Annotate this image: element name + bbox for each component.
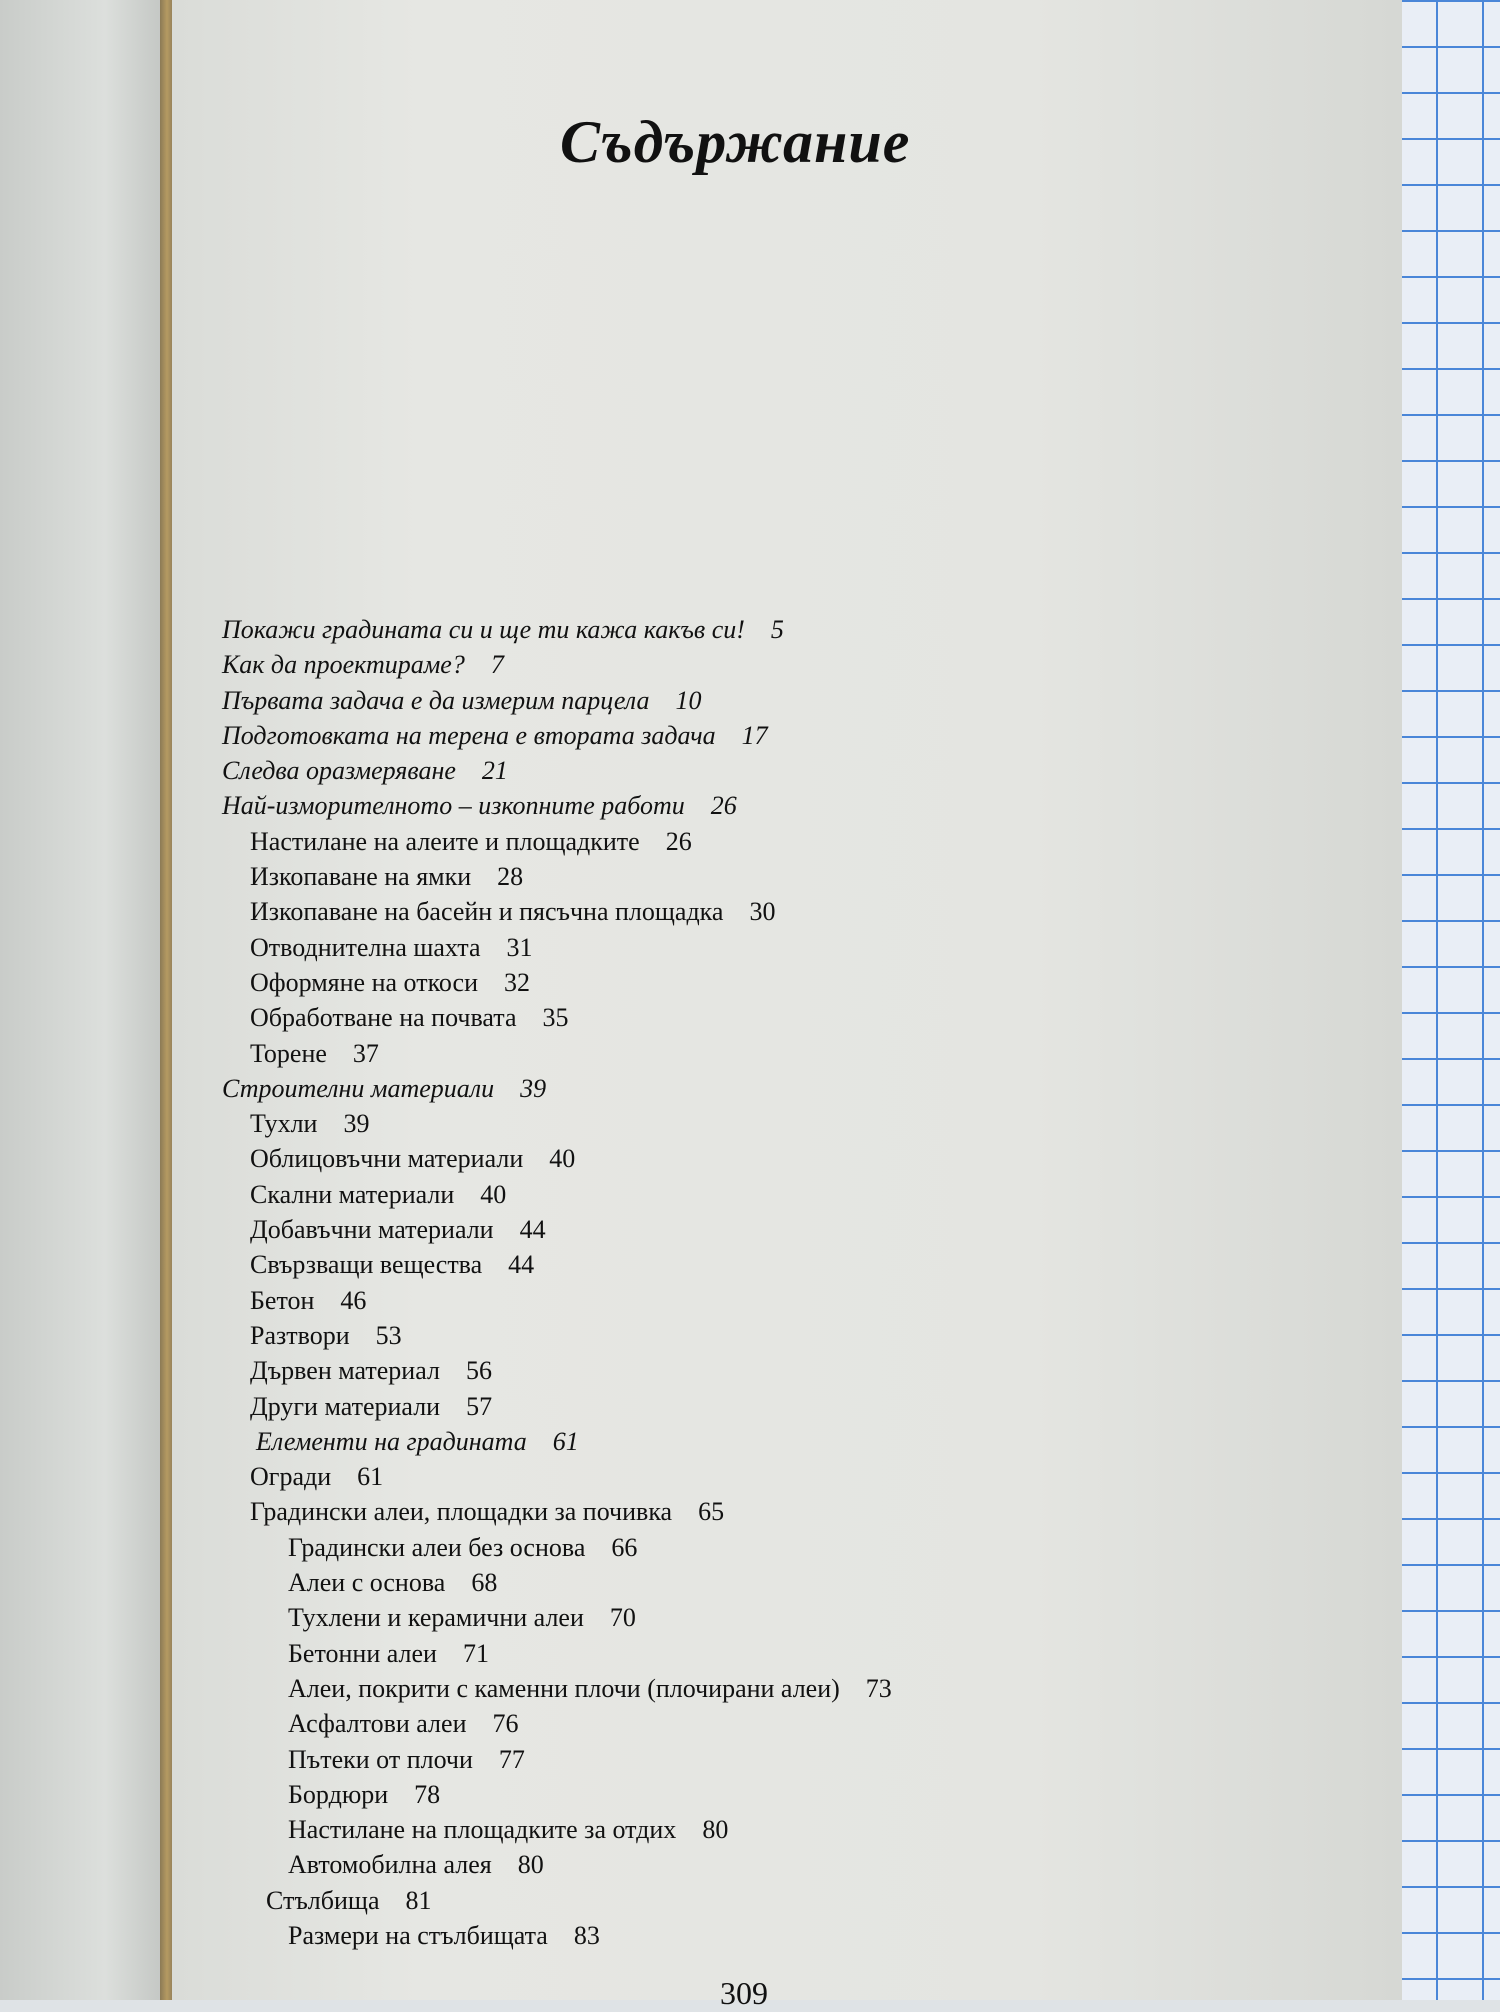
toc-entry-title: Строителни материали <box>222 1073 495 1103</box>
toc-entry-title: Тухлени и керамични алеи <box>288 1603 584 1633</box>
toc-entry <box>222 930 1222 965</box>
toc-entry-page: 32 <box>503 967 530 997</box>
toc-entry-page: 26 <box>710 791 737 821</box>
toc-entry-page: 44 <box>508 1250 535 1280</box>
toc-entry-page: 46 <box>340 1285 367 1315</box>
toc-entry-title: Най-изморителното – изкопните работи <box>222 791 685 821</box>
toc-entry <box>222 1071 1222 1106</box>
toc-entry <box>222 1318 1222 1353</box>
toc-entry-title: Алеи, покрити с каменни плочи (плочирани алеи) <box>288 1673 840 1703</box>
toc-entry-title: Как да проектираме? <box>222 650 465 680</box>
toc-entry-page: 76 <box>492 1709 519 1739</box>
toc-entry <box>222 1247 1222 1282</box>
toc-entry-title: Огради <box>250 1462 332 1492</box>
toc-entry-title: Бордюри <box>288 1779 389 1809</box>
toc-entry-title: Автомобилна алея <box>288 1850 492 1880</box>
toc-entry <box>222 683 1222 718</box>
toc-entry-title: Обработване на почвата <box>250 1003 517 1033</box>
toc-entry-title: Пътеки от плочи <box>288 1744 473 1774</box>
toc-entry <box>222 1459 1222 1494</box>
toc-entry-page: 70 <box>609 1603 636 1633</box>
toc-entry-page: 39 <box>520 1073 547 1103</box>
toc-entry <box>222 1177 1222 1212</box>
toc-entry-title: Настилане на алеите и площадките <box>250 826 640 856</box>
toc-entry-page: 31 <box>506 932 533 962</box>
toc-entry <box>222 1424 1222 1459</box>
toc-entry-title: Торене <box>250 1038 327 1068</box>
toc-entry <box>222 612 1222 647</box>
toc-entry-page: 81 <box>405 1885 432 1915</box>
toc-entry-page: 65 <box>698 1497 725 1527</box>
toc-entry-page: 73 <box>865 1673 892 1703</box>
toc-entry <box>222 1353 1222 1388</box>
toc-entry <box>222 965 1222 1000</box>
toc-entry-page: 71 <box>462 1638 489 1668</box>
toc-entry-page: 30 <box>749 897 776 927</box>
toc-entry <box>222 1706 1222 1741</box>
toc-entry <box>222 1600 1222 1635</box>
toc-entry-page: 80 <box>702 1815 729 1845</box>
toc-entry-page: 57 <box>466 1391 493 1421</box>
toc-entry-title: Размери на стълбищата <box>288 1920 548 1950</box>
toc-entry <box>222 1212 1222 1247</box>
toc-entry-page: 17 <box>741 720 768 750</box>
toc-entry-title: Изкопаване на ямки <box>250 862 472 892</box>
toc-entry-title: Отводнителна шахта <box>250 932 481 962</box>
toc-entry-title: Първата задача е да измерим парцела <box>222 685 650 715</box>
toc-entry <box>222 1847 1222 1882</box>
toc-entry-page: 39 <box>343 1109 370 1139</box>
toc-entry-title: Разтвори <box>250 1320 350 1350</box>
toc-entry-title: Подготовката на терена е втората задача <box>222 720 716 750</box>
toc-entry-title: Скални материали <box>250 1179 455 1209</box>
toc-entry <box>222 1742 1222 1777</box>
toc-entry <box>222 1141 1222 1176</box>
toc-entry <box>222 1565 1222 1600</box>
toc-entry-title: Облицовъчни материали <box>250 1144 524 1174</box>
toc-entry <box>222 894 1222 929</box>
toc-entry <box>222 1283 1222 1318</box>
toc-entry <box>222 1671 1222 1706</box>
toc-entry-page: 7 <box>490 650 504 680</box>
toc-entry <box>222 824 1222 859</box>
toc-entry-title: Градински алеи без основа <box>288 1532 586 1562</box>
toc-entry-page: 53 <box>375 1320 402 1350</box>
toc-entry-page: 66 <box>611 1532 638 1562</box>
toc-entry <box>222 859 1222 894</box>
toc-entry <box>222 1494 1222 1529</box>
toc-entry-title: Бетон <box>250 1285 315 1315</box>
toc-entry <box>222 1530 1222 1565</box>
toc-entry-page: 40 <box>549 1144 576 1174</box>
toc-entry-page: 77 <box>498 1744 525 1774</box>
toc-entry-title: Бетонни алеи <box>288 1638 437 1668</box>
toc-entry-page: 80 <box>517 1850 544 1880</box>
toc-entry-page: 61 <box>357 1462 384 1492</box>
toc-entry-page: 21 <box>481 756 508 786</box>
toc-entry <box>222 753 1222 788</box>
toc-entry <box>222 1036 1222 1071</box>
toc-entry <box>222 1000 1222 1035</box>
toc-entry-title: Градински алеи, площадки за почивка <box>250 1497 673 1527</box>
toc-entry-page: 56 <box>465 1356 492 1386</box>
toc-entry <box>222 1636 1222 1671</box>
left-page <box>0 0 175 2000</box>
toc-entry <box>222 1812 1222 1847</box>
toc-entry <box>222 1777 1222 1812</box>
toc-entry-page: 37 <box>352 1038 379 1068</box>
toc-entry-page: 78 <box>414 1779 441 1809</box>
toc-entry-page: 10 <box>675 685 702 715</box>
toc-entry <box>222 788 1222 823</box>
toc-entry-page: 83 <box>573 1920 600 1950</box>
toc-entry-page: 28 <box>497 862 524 892</box>
toc-entry-page: 61 <box>552 1426 579 1456</box>
toc-entry <box>222 1883 1222 1918</box>
toc-entry-title: Елементи на градината <box>256 1426 527 1456</box>
toc-entry-page: 5 <box>770 615 784 644</box>
toc-entry-page: 26 <box>665 826 692 856</box>
table-of-contents <box>222 612 1222 1953</box>
toc-entry <box>222 718 1222 753</box>
toc-entry <box>222 1918 1222 1953</box>
toc-entry-page: 44 <box>519 1215 546 1245</box>
toc-entry-title: Добавъчни материали <box>250 1215 494 1245</box>
toc-entry-page: 68 <box>471 1568 498 1598</box>
toc-entry-title: Асфалтови алеи <box>288 1709 467 1739</box>
toc-entry-title: Стълбища <box>266 1885 380 1915</box>
toc-entry-title: Други материали <box>250 1391 441 1421</box>
toc-entry <box>222 1389 1222 1424</box>
page-number: 309 <box>720 1975 768 2011</box>
toc-entry-title: Покажи градината си и ще ти кажа какъв си! <box>222 615 745 644</box>
page-title: Съдържание <box>560 109 911 175</box>
toc-entry <box>222 647 1222 682</box>
toc-entry-title: Изкопаване на басейн и пясъчна площадка <box>250 897 724 927</box>
toc-entry-title: Алеи с основа <box>288 1568 446 1598</box>
toc-entry-page: 35 <box>542 1003 569 1033</box>
toc-entry-title: Следва оразмеряване <box>222 756 456 786</box>
toc-entry <box>222 1106 1222 1141</box>
toc-entry-title: Оформяне на откоси <box>250 967 478 997</box>
toc-entry-page: 40 <box>480 1179 507 1209</box>
toc-entry-title: Дървен материал <box>250 1356 440 1386</box>
toc-entry-title: Настилане на площадките за отдих <box>288 1815 677 1845</box>
toc-entry-title: Тухли <box>250 1109 318 1139</box>
toc-entry-title: Свързващи вещества <box>250 1250 483 1280</box>
